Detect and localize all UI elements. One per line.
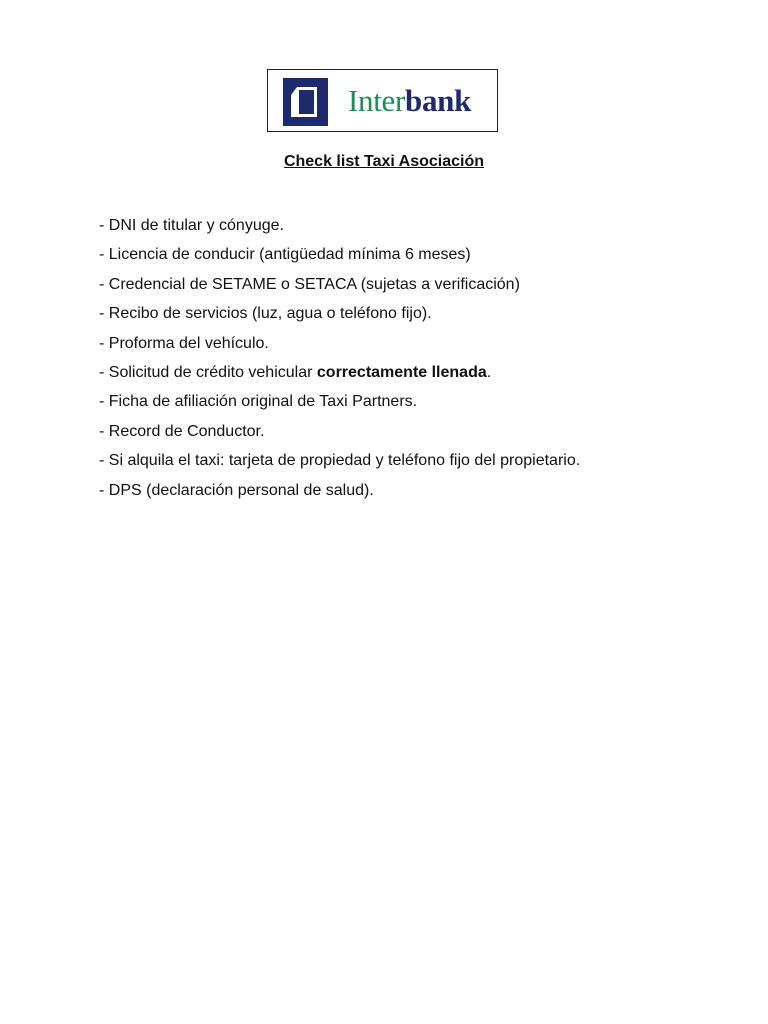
checklist-item-text-end: . (486, 364, 492, 382)
checklist-item: - Licencia de conducir (antigüedad mínima 6 meses) (99, 246, 471, 264)
checklist-item: - Record de Conductor. (99, 422, 265, 440)
page-title: Check list Taxi Asociación (283, 153, 485, 170)
checklist (99, 211, 580, 505)
interbank-logo (267, 69, 498, 132)
interbank-logo-mark-icon (283, 78, 328, 126)
checklist-item-emphasis: correctamente llenada (316, 364, 487, 382)
checklist-item: - Credencial de SETAME o SETACA (sujetas a verificación) (99, 275, 520, 293)
checklist-item (99, 358, 580, 387)
logo-wordmark (348, 84, 471, 118)
logo-word-inter: Inter (348, 83, 406, 118)
logo-word-bank: bank (405, 83, 472, 118)
checklist-item: - DPS (declaración personal de salud). (99, 481, 374, 499)
checklist-item: - DNI de titular y cónyuge. (99, 217, 284, 234)
checklist-item: - Proforma del vehículo. (99, 334, 269, 352)
checklist-item: - Ficha de afiliación original de Taxi Partners. (99, 393, 418, 411)
checklist-item: - Si alquila el taxi: tarjeta de propiedad y teléfono fijo del propietario. (99, 452, 581, 470)
checklist-item: - Recibo de servicios (luz, agua o teléfono fijo). (99, 305, 432, 323)
checklist-item-text: - Solicitud de crédito vehicular (99, 364, 317, 382)
